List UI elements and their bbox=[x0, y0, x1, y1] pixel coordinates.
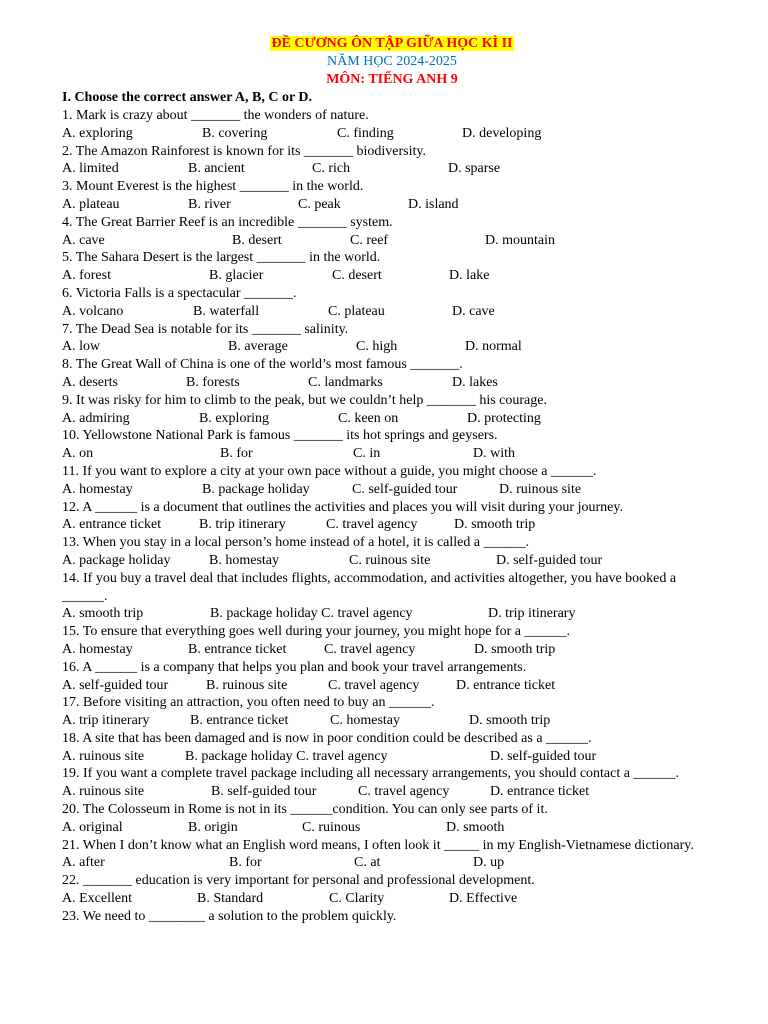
option-c: C. in bbox=[353, 446, 381, 462]
option-b: B. exploring bbox=[199, 410, 269, 426]
question-10: 10. Yellowstone National Park is famous _______ its hot springs and geysers. bbox=[62, 428, 498, 444]
question-5: 5. The Sahara Desert is the largest _______ in the world. bbox=[62, 250, 381, 266]
question-19: 19. If you want a complete travel package including all necessary arrangements, you should contact a ______. bbox=[62, 766, 679, 782]
option-b: B. waterfall bbox=[193, 303, 260, 319]
option-b: B. average bbox=[228, 339, 288, 355]
option-d: D. ruinous site bbox=[499, 481, 582, 497]
option-d: D. lake bbox=[449, 268, 490, 284]
option-a: A. smooth trip bbox=[62, 606, 144, 622]
document-title: ĐỀ CƯƠNG ÔN TẬP GIỮA HỌC KÌ II bbox=[271, 36, 513, 51]
question-7: 7. The Dead Sea is notable for its _______ salinity. bbox=[62, 321, 349, 337]
option-b: B. package holiday C. travel agency bbox=[210, 606, 413, 622]
option-b: B. entrance ticket bbox=[190, 713, 289, 729]
answer-options-12 bbox=[62, 516, 722, 534]
option-b: B. for bbox=[229, 855, 262, 871]
option-b: B. homestay bbox=[209, 552, 279, 568]
option-b: B. Standard bbox=[197, 891, 264, 907]
section-heading: I. Choose the correct answer A, B, C or D. bbox=[62, 90, 313, 105]
option-c: C. Clarity bbox=[329, 891, 385, 907]
subject-line: MÔN: TIẾNG ANH 9 bbox=[326, 72, 458, 87]
answer-options-1 bbox=[62, 125, 722, 143]
question-15: 15. To ensure that everything goes well during your journey, you might hope for a ______. bbox=[62, 624, 570, 640]
question-23: 23. We need to ________ a solution to the problem quickly. bbox=[62, 908, 397, 924]
option-b: B. package holiday C. travel agency bbox=[185, 748, 388, 764]
option-b: B. ancient bbox=[188, 161, 245, 177]
option-d: D. with bbox=[473, 446, 515, 462]
option-d: D. developing bbox=[462, 125, 542, 141]
option-c: C. rich bbox=[312, 161, 351, 177]
answer-options-19 bbox=[62, 783, 722, 801]
answer-options-7 bbox=[62, 338, 722, 356]
option-c: C. ruinous site bbox=[349, 552, 431, 568]
option-c: C. travel agency bbox=[328, 677, 420, 693]
question-2: 2. The Amazon Rainforest is known for its _______ biodiversity. bbox=[62, 143, 426, 159]
option-a: A. entrance ticket bbox=[62, 517, 162, 533]
option-a: A. deserts bbox=[62, 374, 118, 390]
option-c: C. self-guided tour bbox=[352, 481, 458, 497]
option-a: A. forest bbox=[62, 268, 111, 284]
answer-options-14 bbox=[62, 605, 722, 623]
option-d: D. normal bbox=[465, 339, 522, 355]
answer-options-4 bbox=[62, 232, 722, 250]
option-d: D. smooth trip bbox=[454, 517, 536, 533]
option-a: A. ruinous site bbox=[62, 784, 145, 800]
option-a: A. cave bbox=[62, 232, 105, 248]
answer-options-15 bbox=[62, 641, 722, 659]
option-a: A. after bbox=[62, 855, 105, 871]
answer-options-17 bbox=[62, 712, 722, 730]
question-11: 11. If you want to explore a city at your own pace without a guide, you might choose a ______. bbox=[62, 463, 597, 479]
question-22: 22. _______ education is very important for personal and professional development. bbox=[62, 873, 535, 889]
option-a: A. trip itinerary bbox=[62, 713, 150, 729]
option-c: C. landmarks bbox=[308, 374, 383, 390]
answer-options-16 bbox=[62, 677, 722, 695]
exercise-body bbox=[62, 89, 722, 926]
answer-options-20 bbox=[62, 819, 722, 837]
option-a: A. homestay bbox=[62, 641, 133, 657]
option-d: D. self-guided tour bbox=[490, 748, 597, 764]
question-21: 21. When I don’t know what an English word means, I often look it _____ in my English-Vietnamese dictionary. bbox=[62, 837, 694, 853]
option-d: D. smooth trip bbox=[474, 641, 556, 657]
option-d: D. cave bbox=[452, 303, 495, 319]
option-c: C. travel agency bbox=[324, 641, 416, 657]
option-b: B. ruinous site bbox=[206, 677, 288, 693]
option-d: D. protecting bbox=[467, 410, 541, 426]
answer-options-5 bbox=[62, 267, 722, 285]
answer-options-10 bbox=[62, 445, 722, 463]
option-a: A. original bbox=[62, 819, 123, 835]
option-b: B. river bbox=[188, 196, 231, 212]
option-c: C. at bbox=[354, 855, 381, 871]
answer-options-22 bbox=[62, 890, 722, 908]
document-header bbox=[0, 35, 768, 89]
option-d: D. island bbox=[408, 196, 459, 212]
question-4: 4. The Great Barrier Reef is an incredible _______ system. bbox=[62, 214, 393, 230]
answer-options-2 bbox=[62, 160, 722, 178]
option-c: C. reef bbox=[350, 232, 389, 248]
option-c: C. keen on bbox=[338, 410, 399, 426]
question-18: 18. A site that has been damaged and is now in poor condition could be described as a ______. bbox=[62, 730, 592, 746]
option-b: B. trip itinerary bbox=[199, 517, 286, 533]
option-d: D. smooth trip bbox=[469, 713, 551, 729]
question-9: 9. It was risky for him to climb to the peak, but we couldn’t help _______ his courage. bbox=[62, 392, 547, 408]
option-b: B. desert bbox=[232, 232, 282, 248]
option-a: A. admiring bbox=[62, 410, 130, 426]
option-d: D. entrance ticket bbox=[456, 677, 556, 693]
option-a: A. low bbox=[62, 339, 101, 355]
question-1: 1. Mark is crazy about _______ the wonders of nature. bbox=[62, 108, 369, 123]
option-c: C. homestay bbox=[330, 713, 400, 729]
option-a: A. on bbox=[62, 446, 94, 462]
option-c: C. ruinous bbox=[302, 819, 361, 835]
question-8: 8. The Great Wall of China is one of the world’s most famous _______. bbox=[62, 357, 463, 373]
option-c: C. plateau bbox=[328, 303, 385, 319]
option-a: A. ruinous site bbox=[62, 748, 145, 764]
option-c: C. peak bbox=[298, 196, 341, 212]
option-a: A. self-guided tour bbox=[62, 677, 169, 693]
question-12: 12. A ______ is a document that outlines the activities and places you will visit during your journey. bbox=[62, 499, 623, 515]
option-d: D. trip itinerary bbox=[488, 606, 576, 622]
answer-options-9 bbox=[62, 410, 722, 428]
answer-options-3 bbox=[62, 196, 722, 214]
option-a: A. homestay bbox=[62, 481, 133, 497]
answer-options-21 bbox=[62, 854, 722, 872]
option-a: A. Excellent bbox=[62, 891, 132, 907]
option-b: B. glacier bbox=[209, 268, 264, 284]
question-20: 20. The Colosseum in Rome is not in its ______condition. You can only see parts of it. bbox=[62, 802, 548, 818]
option-b: B. origin bbox=[188, 819, 238, 835]
option-d: D. mountain bbox=[485, 232, 555, 248]
option-b: B. covering bbox=[202, 125, 268, 141]
option-c: C. finding bbox=[337, 125, 394, 141]
answer-options-18 bbox=[62, 748, 722, 766]
option-d: D. up bbox=[473, 855, 505, 871]
option-a: A. plateau bbox=[62, 196, 120, 212]
option-c: C. desert bbox=[332, 268, 382, 284]
option-a: A. exploring bbox=[62, 125, 133, 141]
option-b: B. self-guided tour bbox=[211, 784, 317, 800]
answer-options-8 bbox=[62, 374, 722, 392]
option-b: B. entrance ticket bbox=[188, 641, 287, 657]
option-a: A. package holiday bbox=[62, 552, 171, 568]
option-b: B. for bbox=[220, 446, 253, 462]
answer-options-13 bbox=[62, 552, 722, 570]
answer-options-11 bbox=[62, 481, 722, 499]
school-year: NĂM HỌC 2024-2025 bbox=[327, 54, 457, 69]
option-c: C. high bbox=[356, 339, 398, 355]
option-a: A. limited bbox=[62, 161, 119, 177]
question-3: 3. Mount Everest is the highest _______ in the world. bbox=[62, 179, 364, 195]
option-d: D. smooth bbox=[446, 819, 505, 835]
option-d: D. entrance ticket bbox=[490, 784, 590, 800]
option-b: B. package holiday bbox=[202, 481, 310, 497]
option-b: B. forests bbox=[186, 374, 240, 390]
option-d: D. lakes bbox=[452, 374, 498, 390]
question-14: 14. If you buy a travel deal that includes flights, accommodation, and activities altogether, you have booked a ______. bbox=[62, 570, 677, 604]
option-d: D. Effective bbox=[449, 891, 518, 907]
option-a: A. volcano bbox=[62, 303, 124, 319]
answer-options-6 bbox=[62, 303, 722, 321]
question-13: 13. When you stay in a local person’s home instead of a hotel, it is called a ______. bbox=[62, 535, 530, 551]
question-6: 6. Victoria Falls is a spectacular _______. bbox=[62, 285, 297, 301]
option-c: C. travel agency bbox=[358, 784, 450, 800]
option-d: D. self-guided tour bbox=[496, 552, 603, 568]
option-c: C. travel agency bbox=[326, 517, 418, 533]
question-17: 17. Before visiting an attraction, you often need to buy an ______. bbox=[62, 695, 435, 711]
question-16: 16. A ______ is a company that helps you plan and book your travel arrangements. bbox=[62, 659, 527, 675]
option-d: D. sparse bbox=[448, 161, 501, 177]
